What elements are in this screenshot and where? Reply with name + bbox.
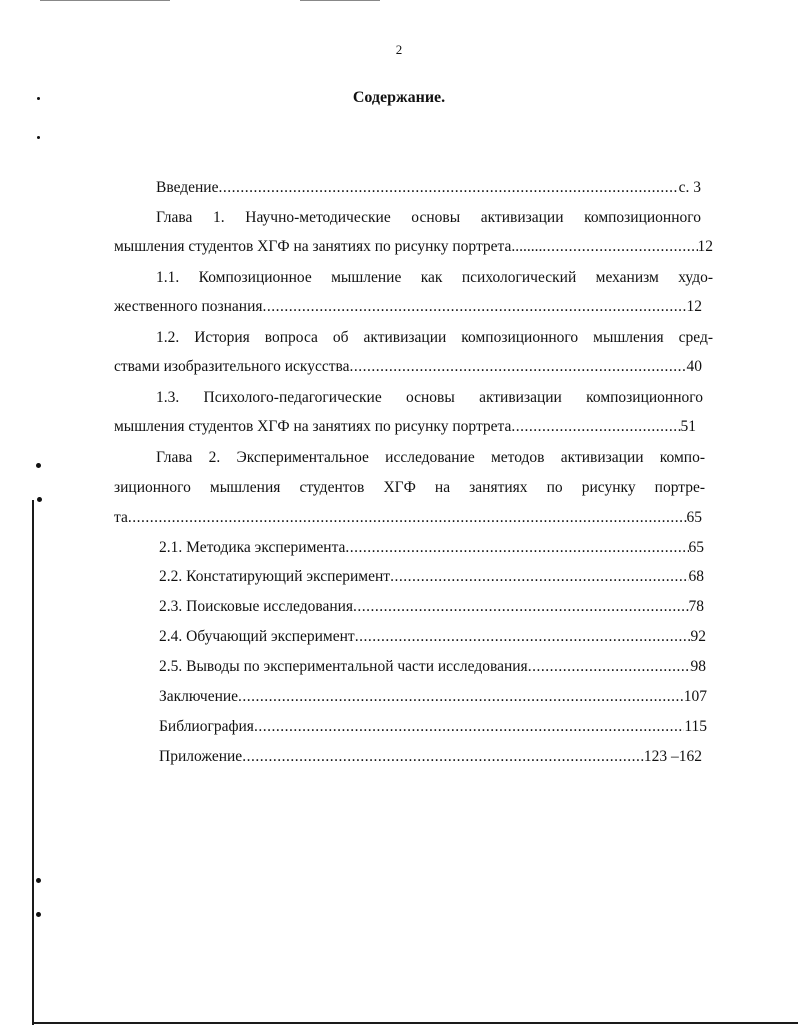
toc-entry-text: та [114,509,128,526]
toc-entry-text: 2.4. Обучающий эксперимент [159,628,355,645]
toc-entry-2-3[interactable] [159,597,704,617]
toc-entry-page: 115 [684,718,707,735]
toc-entry-page: 68 [688,568,704,585]
toc-entry-introduction[interactable] [156,178,701,198]
toc-leader-dots [528,657,691,677]
page-title: Содержание. [352,89,446,106]
toc-entry-conclusion[interactable] [159,687,707,707]
toc-entry-appendix[interactable] [159,747,702,767]
toc-entry-1-3-line-2[interactable] [114,417,696,437]
toc-leader-dots [218,178,678,198]
toc-leader-dots [263,297,687,317]
toc-leader-dots [353,597,688,617]
scan-border-bottom [32,1022,798,1024]
toc-leader-dots [542,237,697,257]
toc-entry-1-1-line-1[interactable]: 1.1. Композиционное мышление как психологический механизм худо- [156,269,713,286]
toc-entry-chapter-1-line-1[interactable]: Глава 1. Научно-методические основы активизации композиционного [156,209,701,226]
toc-entry-text: 2.2. Констатирующий эксперимент [159,568,391,585]
toc-entry-2-1[interactable] [159,538,704,558]
toc-leader-dots [355,627,691,647]
toc-entry-bibliography[interactable] [159,717,707,737]
toc-entry-1-1-line-2[interactable] [114,297,702,317]
toc-entry-2-4[interactable] [159,627,706,647]
toc-entry-page: 40 [686,358,702,375]
toc-entry-1-3-line-1[interactable]: 1.3. Психолого-педагогические основы активизации композиционного [156,389,703,406]
toc-entry-chapter-1-line-2[interactable] [114,237,713,257]
toc-entry-text: ствами изобразительного искусства [114,358,350,375]
toc-entry-text: Приложение [159,748,243,765]
toc-entry-chapter-2-line-3[interactable] [114,508,702,528]
toc-entry-text: Заключение [159,688,239,705]
scan-speck [37,497,42,502]
toc-entry-page: 78 [688,598,704,615]
page-number: 2 [395,42,403,57]
toc-leader-dots [254,717,684,737]
scan-edge-top-left [40,0,170,1]
toc-entry-1-2-line-2[interactable] [114,357,702,377]
scan-border-left [32,500,34,1025]
toc-entry-text: 2.5. Выводы по экспериментальной части исследования [159,658,528,675]
toc-leader-dots [242,747,644,767]
toc-entry-page: 65 [686,509,702,526]
toc-entry-page: 107 [683,688,707,705]
toc-leader-dots [238,687,684,707]
scan-edge-top-right [300,0,380,1]
toc-leader-dots [350,357,687,377]
toc-entry-text: жественного познания [114,298,263,315]
toc-entry-page: 51 [680,418,696,435]
toc-entry-page: с. 3 [678,179,701,196]
toc-entry-page: 12 [697,238,713,255]
toc-leader-dots [511,417,680,437]
toc-leader-dots [390,567,688,587]
toc-entry-page: 12 [686,298,702,315]
toc-entry-text: Библиография [159,718,254,735]
toc-entry-text: 2.3. Поисковые исследования [159,598,354,615]
toc-entry-page: 123 –162 [643,748,702,765]
toc-entry-page: 92 [690,628,706,645]
toc-entry-2-5[interactable] [159,657,706,677]
scan-speck [36,912,41,917]
toc-entry-page: 98 [690,658,706,675]
toc-entry-text: мышления студентов ХГФ на занятиях по рисунку портрета [114,418,512,435]
toc-entry-1-2-line-1[interactable]: 1.2. История вопроса об активизации композиционного мышления сред- [156,329,713,346]
toc-entry-text: мышления студентов ХГФ на занятиях по рисунку портрета........ [114,238,543,255]
scan-speck [36,878,41,883]
toc-entry-2-2[interactable] [159,567,704,587]
toc-leader-dots [128,508,687,528]
scan-speck [36,463,41,468]
toc-entry-text: 2.1. Методика эксперимента [159,539,346,556]
toc-entry-chapter-2-line-1[interactable]: Глава 2. Экспериментальное исследование методов активизации компо- [156,449,705,466]
toc-entry-text: Введение [156,179,219,196]
scan-speck [37,136,40,139]
toc-leader-dots [345,538,688,558]
toc-entry-page: 65 [688,539,704,556]
toc-entry-chapter-2-line-2[interactable]: зиционного мышления студентов ХГФ на занятиях по рисунку портре- [114,479,705,496]
